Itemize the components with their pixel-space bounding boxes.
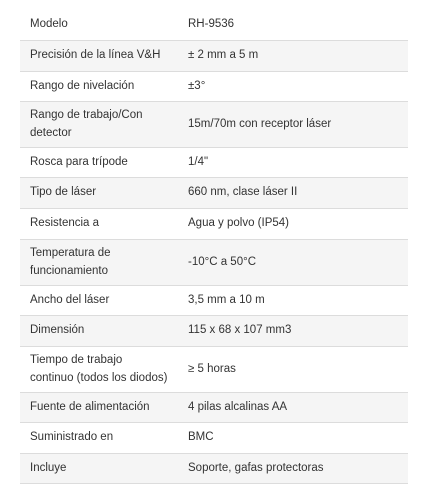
spec-label: Resistencia a (20, 209, 178, 240)
table-row (20, 393, 408, 423)
table-row (20, 347, 408, 393)
table-row (20, 454, 408, 484)
table-row (20, 72, 408, 102)
spec-label: Tiempo de trabajo continuo (todos los diodos) (20, 347, 178, 393)
spec-label: Temperatura de funcionamiento (20, 240, 178, 286)
spec-value: 3,5 mm a 10 m (178, 286, 408, 316)
specifications-table (20, 10, 408, 484)
spec-label: Suministrado en (20, 423, 178, 454)
table-row (20, 423, 408, 454)
spec-label: Incluye (20, 454, 178, 484)
spec-value: 4 pilas alcalinas AA (178, 393, 408, 423)
spec-label: Rango de nivelación (20, 72, 178, 102)
spec-value: RH-9536 (178, 10, 408, 41)
spec-value: -10°C a 50°C (178, 240, 408, 286)
table-row (20, 148, 408, 178)
table-row (20, 178, 408, 209)
table-row (20, 316, 408, 347)
table-row (20, 286, 408, 316)
table-row (20, 209, 408, 240)
spec-value: ±3° (178, 72, 408, 102)
spec-value: Agua y polvo (IP54) (178, 209, 408, 240)
spec-label: Fuente de alimentación (20, 393, 178, 423)
table-row (20, 41, 408, 72)
table-row (20, 102, 408, 148)
spec-label: Precisión de la línea V&H (20, 41, 178, 72)
spec-value: 115 x 68 x 107 mm3 (178, 316, 408, 347)
spec-value: BMC (178, 423, 408, 454)
spec-label: Ancho del láser (20, 286, 178, 316)
spec-value: ≥ 5 horas (178, 347, 408, 393)
spec-label: Rango de trabajo/Con detector (20, 102, 178, 148)
spec-value: 15m/70m con receptor láser (178, 102, 408, 148)
spec-label: Dimensión (20, 316, 178, 347)
table-row (20, 240, 408, 286)
spec-value: 660 nm, clase láser II (178, 178, 408, 209)
spec-label: Rosca para trípode (20, 148, 178, 178)
spec-label: Tipo de láser (20, 178, 178, 209)
spec-value: ± 2 mm a 5 m (178, 41, 408, 72)
table-row (20, 10, 408, 41)
spec-value: Soporte, gafas protectoras (178, 454, 408, 484)
spec-label: Modelo (20, 10, 178, 41)
spec-value: 1/4" (178, 148, 408, 178)
